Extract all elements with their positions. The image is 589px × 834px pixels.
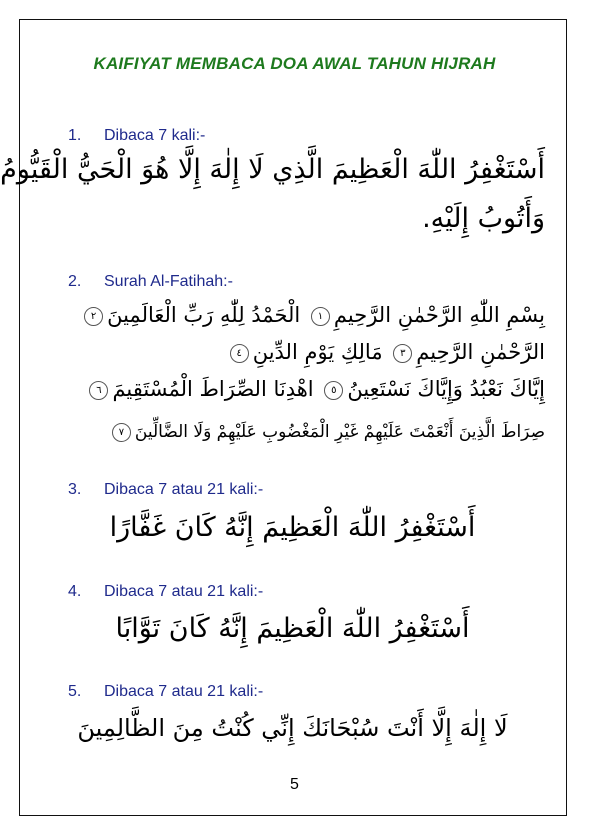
section-4-heading [68,583,263,601]
section-1-label: Dibaca 7 kali:- [104,127,206,144]
fatihah-verse-5: إِيَّاكَ نَعْبُدُ وَإِيَّاكَ نَسْتَعِينُ [347,377,545,401]
section-1-heading [68,127,205,145]
verse-number-marker: ٥ [324,381,343,400]
fatihah-line-2 [40,340,545,364]
section-1-number: 1. [68,127,82,144]
fatihah-verse-6: اهْدِنَا الصِّرَاطَ الْمُسْتَقِيمَ [112,377,314,401]
fatihah-line-3 [40,377,545,401]
verse-number-marker: ٧ [112,423,131,442]
section-5-label: Dibaca 7 atau 21 kali:- [104,683,264,700]
verse-number-marker: ٢ [84,307,103,326]
section-5-heading [68,683,263,701]
section-3-heading [68,481,263,499]
section-3-number: 3. [68,481,82,498]
fatihah-verse-7: صِرَاطَ الَّذِينَ أَنْعَمْتَ عَلَيْهِمْ غَيْرِ الْمَغْضُوبِ عَلَيْهِمْ وَلَا الضَّالِّينَ [134,422,545,442]
fatihah-verse-2: الْحَمْدُ لِلّٰهِ رَبِّ الْعَالَمِينَ [107,303,301,327]
fatihah-verse-1: بِسْمِ اللّٰهِ الرَّحْمٰنِ الرَّحِيمِ [333,303,545,327]
section-2-number: 2. [68,273,82,290]
fatihah-verse-4: مَالِكِ يَوْمِ الدِّينِ [252,340,383,364]
section-3-arabic-line: أَسْتَغْفِرُ اللّٰهَ الْعَظِيمَ إِنَّهُ كَانَ غَفَّارًا [109,512,476,543]
section-2-heading [68,273,233,291]
fatihah-verse-3: الرَّحْمٰنِ الرَّحِيمِ [416,340,545,364]
section-1-arabic-line-1: أَسْتَغْفِرُ اللّٰهَ الْعَظِيمَ الَّذِي لَا إِلٰهَ إِلَّا هُوَ الْحَيُّ الْقَيُّومُ [0,154,545,185]
section-5-number: 5. [68,683,82,700]
verse-number-marker: ١ [311,307,330,326]
section-3-label: Dibaca 7 atau 21 kali:- [104,481,264,498]
section-4-label: Dibaca 7 atau 21 kali:- [104,583,264,600]
page-number: 5 [290,776,299,793]
section-5-arabic-line: لَا إِلٰهَ إِلَّا أَنْتَ سُبْحَانَكَ إِنِّي كُنْتُ مِنَ الظَّالِمِينَ [77,714,508,742]
verse-number-marker: ٣ [393,344,412,363]
section-2-label: Surah Al-Fatihah:- [104,273,233,290]
fatihah-line-4 [40,414,545,450]
fatihah-line-1 [40,303,545,327]
section-4-number: 4. [68,583,82,600]
verse-number-marker: ٦ [89,381,108,400]
document-title: KAIFIYAT MEMBACA DOA AWAL TAHUN HIJRAH [93,54,496,73]
verse-number-marker: ٤ [230,344,249,363]
section-1-arabic-line-2: وَأَتُوبُ إِلَيْهِ. [422,203,545,234]
section-4-arabic-line: أَسْتَغْفِرُ اللّٰهَ الْعَظِيمَ إِنَّهُ كَانَ تَوَّابًا [115,613,470,644]
